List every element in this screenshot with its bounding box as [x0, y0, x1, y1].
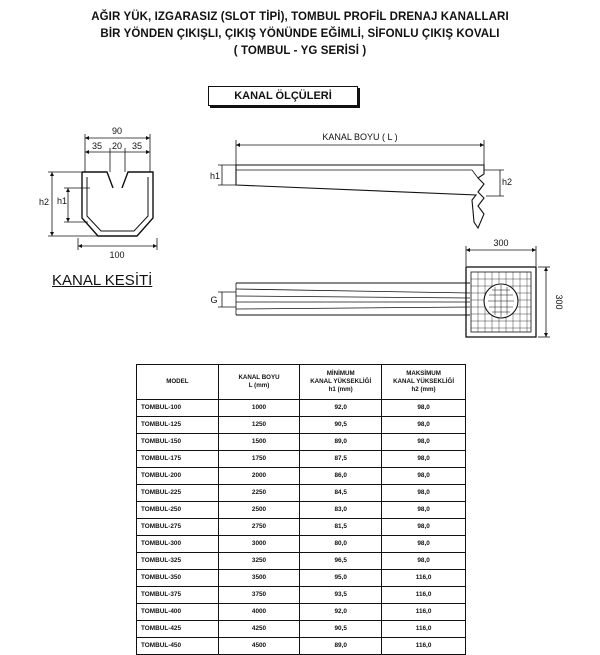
model-cell: TOMBUL-350 — [137, 570, 219, 587]
min-height-cell: 89,0 — [300, 638, 382, 655]
side-h1-label: h1 — [209, 171, 221, 181]
max-height-cell: 98,0 — [382, 400, 466, 417]
channel-length-label: KANAL BOYU ( L ) — [322, 132, 398, 142]
min-height-cell: 87,5 — [300, 451, 382, 468]
max-height-cell: 98,0 — [382, 553, 466, 570]
length-cell: 3750 — [218, 587, 299, 604]
max-height-cell: 98,0 — [382, 502, 466, 519]
table-row — [137, 587, 466, 604]
min-height-cell: 89,0 — [300, 434, 382, 451]
g-label: G — [210, 295, 218, 305]
table-row — [137, 417, 466, 434]
cross-h2-label: h2 — [38, 197, 50, 207]
table-row — [137, 638, 466, 655]
side-view-drawing — [218, 140, 504, 228]
table-row — [137, 621, 466, 638]
table-body — [137, 400, 466, 655]
min-height-cell: 92,0 — [300, 604, 382, 621]
max-height-cell: 116,0 — [382, 621, 466, 638]
table-row — [137, 468, 466, 485]
max-height-cell: 98,0 — [382, 451, 466, 468]
min-height-cell: 90,5 — [300, 621, 382, 638]
model-cell: TOMBUL-325 — [137, 553, 219, 570]
document-title-line-2: BİR YÖNDEN ÇIKIŞLI, ÇIKIŞ YÖNÜNDE EĞİMLİ, SİFONLU ÇIKIŞ KOVALI — [100, 28, 500, 40]
table-row — [137, 604, 466, 621]
min-height-cell: 95,0 — [300, 570, 382, 587]
min-height-cell: 93,5 — [300, 587, 382, 604]
model-cell: TOMBUL-400 — [137, 604, 219, 621]
length-cell: 1250 — [218, 417, 299, 434]
model-cell: TOMBUL-250 — [137, 502, 219, 519]
table-header-row — [137, 365, 466, 400]
model-cell: TOMBUL-200 — [137, 468, 219, 485]
length-cell: 3250 — [218, 553, 299, 570]
length-cell: 1500 — [218, 434, 299, 451]
table-row — [137, 519, 466, 536]
header-min-height: MİNİMUM KANAL YÜKSEKLİĞİ h1 (mm) — [300, 365, 382, 400]
length-cell: 3500 — [218, 570, 299, 587]
model-cell: TOMBUL-225 — [137, 485, 219, 502]
dim-bottom-label: 100 — [109, 250, 125, 260]
length-cell: 4000 — [218, 604, 299, 621]
max-height-cell: 98,0 — [382, 434, 466, 451]
length-cell: 2750 — [218, 519, 299, 536]
model-cell: TOMBUL-300 — [137, 536, 219, 553]
min-height-cell: 90,5 — [300, 417, 382, 434]
max-height-cell: 98,0 — [382, 468, 466, 485]
max-height-cell: 116,0 — [382, 638, 466, 655]
min-height-cell: 86,0 — [300, 468, 382, 485]
max-height-cell: 98,0 — [382, 536, 466, 553]
table-row — [137, 536, 466, 553]
table-row — [137, 485, 466, 502]
table-row — [137, 553, 466, 570]
min-height-cell: 83,0 — [300, 502, 382, 519]
spec-table — [136, 364, 466, 655]
side-h2-label: h2 — [501, 177, 513, 187]
document-title-line-1: AĞIR YÜK, IZGARASIZ (SLOT TİPİ), TOMBUL PROFİL DRENAJ KANALLARI — [91, 11, 509, 23]
dim-c-label: 35 — [131, 141, 143, 151]
model-cell: TOMBUL-425 — [137, 621, 219, 638]
header-length: KANAL BOYU L (mm) — [218, 365, 299, 400]
model-cell: TOMBUL-150 — [137, 434, 219, 451]
dim-a-label: 35 — [91, 141, 103, 151]
model-cell: TOMBUL-125 — [137, 417, 219, 434]
model-cell: TOMBUL-175 — [137, 451, 219, 468]
header-model: MODEL — [137, 365, 219, 400]
cross-section-drawing — [48, 134, 157, 250]
max-height-cell: 98,0 — [382, 519, 466, 536]
length-cell: 4250 — [218, 621, 299, 638]
length-cell: 3000 — [218, 536, 299, 553]
min-height-cell: 81,5 — [300, 519, 382, 536]
model-cell: TOMBUL-375 — [137, 587, 219, 604]
table-row — [137, 502, 466, 519]
dim-total-label: 90 — [111, 126, 123, 136]
min-height-cell: 84,5 — [300, 485, 382, 502]
cross-section-caption: KANAL KESİTİ — [52, 272, 153, 289]
length-cell: 1750 — [218, 451, 299, 468]
max-height-cell: 98,0 — [382, 485, 466, 502]
max-height-cell: 116,0 — [382, 587, 466, 604]
model-cell: TOMBUL-100 — [137, 400, 219, 417]
box-width-label: 300 — [493, 238, 509, 248]
dim-b-label: 20 — [111, 141, 123, 151]
max-height-cell: 98,0 — [382, 417, 466, 434]
cross-h1-label: h1 — [56, 196, 68, 206]
model-cell: TOMBUL-275 — [137, 519, 219, 536]
length-cell: 1000 — [218, 400, 299, 417]
model-cell: TOMBUL-450 — [137, 638, 219, 655]
length-cell: 2000 — [218, 468, 299, 485]
length-cell: 2250 — [218, 485, 299, 502]
max-height-cell: 116,0 — [382, 604, 466, 621]
document-title-line-3: ( TOMBUL - YG SERİSİ ) — [233, 45, 367, 57]
table-row — [137, 451, 466, 468]
min-height-cell: 96,5 — [300, 553, 382, 570]
min-height-cell: 92,0 — [300, 400, 382, 417]
length-cell: 4500 — [218, 638, 299, 655]
box-height-label: 300 — [554, 294, 564, 310]
header-max-height: MAKSİMUM KANAL YÜKSEKLİĞİ h2 (mm) — [382, 365, 466, 400]
length-cell: 2500 — [218, 502, 299, 519]
max-height-cell: 116,0 — [382, 570, 466, 587]
section-title: KANAL ÖLÇÜLERİ — [234, 90, 332, 102]
min-height-cell: 80,0 — [300, 536, 382, 553]
table-row — [137, 400, 466, 417]
plan-view-drawing — [218, 246, 550, 337]
table-row — [137, 570, 466, 587]
table-row — [137, 434, 466, 451]
